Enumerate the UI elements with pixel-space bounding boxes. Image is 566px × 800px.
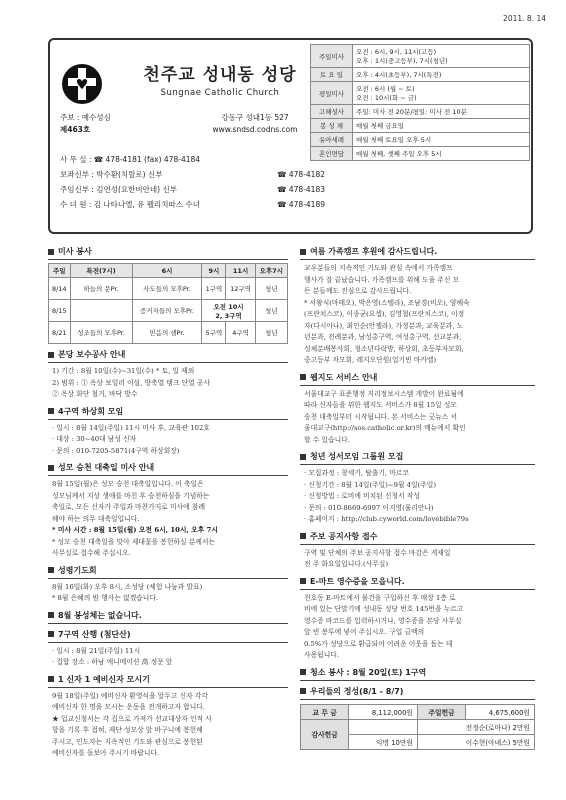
square-bullet-icon xyxy=(300,249,306,255)
section-title: 4구역 하상회 모임 xyxy=(48,405,288,420)
square-bullet-icon xyxy=(48,612,54,618)
section-line: ★ 입교신청서는 각 집으로 가져가 선교대상자 인적 사 xyxy=(52,714,212,723)
section-line: 울대교구(http://sos.catholic.or.kr)의 메뉴에서 확인 xyxy=(304,424,466,432)
section-line: 앞 빈 봉투에 넣어 주십시오. 구입 금액의 xyxy=(304,628,425,636)
section-line: 전 주 화요일입니다.(사무실) xyxy=(304,560,389,568)
staff-row: 주임신부 : 김연성(요한비안네) 신부 ☎ 478-4183 xyxy=(60,185,325,194)
section-line: 따라 신자들을 위한 웹지도 서비스가 8월 15일 성모 xyxy=(304,401,457,409)
section-title: 주보 공지사항 접수 xyxy=(300,530,535,545)
section-line: 0.5%가 성당으로 환급되어 어려운 이웃을 돕는 데 xyxy=(304,639,453,648)
notice-section xyxy=(300,371,535,447)
section-title: 여름 가족캠프 후원에 감사드립니다. xyxy=(300,245,535,260)
section-line: 예비신자를 돌보아 주시기 바랍니다. xyxy=(52,749,160,757)
section-line: * 미사 시간 : 8월 15일(월) 오전 6시, 10시, 오후 7시 xyxy=(52,526,218,534)
section-line: · 대상 : 30~40대 남성 신자 xyxy=(52,435,137,443)
section-line: · 모집과정 : 창세기, 탈출기, 마르코 xyxy=(304,469,409,477)
section-line: 해야 하는 의무 대축일입니다. xyxy=(52,514,140,523)
right-column xyxy=(300,245,535,750)
section-line: * 8월 은혜의 밤 행사는 없겠습니다. xyxy=(52,594,159,602)
notice-section xyxy=(48,673,288,760)
section-line: 비에 있는 단말기에 성내동 성당 번호 145번을 누르고 xyxy=(304,605,464,613)
section-line: · 홈페이지 : http://club.cyworld.com/lovebible79s xyxy=(304,515,469,523)
section-line: 성체분배봉사회, 청소년다락방, 하상회, 초등부자모회, xyxy=(304,344,464,353)
notice-section xyxy=(300,575,535,662)
notice-section xyxy=(300,685,535,700)
section-line: · 일시 : 8월 21일(주일) 11시 xyxy=(52,646,141,655)
church-logo-icon xyxy=(60,62,104,106)
section-line: 1) 기간 : 8월 10일(수)~31일(수) * 토, 일 제외 xyxy=(52,367,195,375)
staff-row: 보좌신부 : 박수환(치릴로) 신부 ☎ 478-4182 xyxy=(60,170,325,179)
notice-section xyxy=(300,450,535,526)
mass-service-table: 주일 특전(7시) 6시 9시 11시 오후7시 8/14 하늘의 문Pr. 사도들의 모후Pr. 1구역 12구역 청년 8/15 증거자들의 모후Pr. 오전 10시 2, 3구역 청년 8/21 성조들의 모후Pr. 믿음의 샘Pr. 5구역 4구역 청년 xyxy=(48,263,288,344)
section-line: (프란치스코), 이종균(요셉), 김영철(프란치스코), 이정 xyxy=(304,310,465,318)
notice-section xyxy=(48,405,288,458)
notice-section xyxy=(48,628,288,669)
section-line: 9월 18일(주일) 예비신자 환영식을 앞두고 신자 각각 xyxy=(52,691,208,700)
section-line: * 서왕식(마태오), 박은영(스텔라), 조남경(비오), 양해숙 xyxy=(304,298,470,307)
section-line: 서울대교구 표준행정 지리정보시스템 개발이 완료됨에 xyxy=(304,389,464,398)
address-block xyxy=(200,112,310,136)
patron: 주보 : 예수성심 xyxy=(60,113,111,122)
section-line: 8월 16일(화) 오후 8시, 소성당 (체험 나눔과 발표) xyxy=(52,582,203,591)
square-bullet-icon xyxy=(48,465,54,471)
staff-row: 사 무 실 : ☎ 478-4181 (fax) 478-4184 xyxy=(60,155,201,164)
section-line: 2) 범위 : ① 옥상 보일러 이설, 방축열 탱크 단열 공사 xyxy=(52,378,211,387)
table-row: 8/14 하늘의 문Pr. 사도들의 모후Pr. 1구역 12구역 청년 xyxy=(49,278,288,300)
section-line: 영수증 바코드를 입력하시거나, 영수증을 본당 사무실 xyxy=(304,616,462,625)
left-column xyxy=(48,245,288,764)
square-bullet-icon xyxy=(300,688,306,694)
section-line: ② 옥상 화단 철거, 바닥 방수 xyxy=(52,390,138,398)
table-row: 8/21 성조들의 모후Pr. 믿음의 샘Pr. 5구역 4구역 청년 xyxy=(49,322,288,344)
square-bullet-icon xyxy=(300,578,306,584)
section-line: 주시고, 인도자는 지속적인 기도와 관심으로 봉헌된 xyxy=(52,737,203,746)
square-bullet-icon xyxy=(48,408,54,414)
table-row: 8/15 증거자들의 모후Pr. 오전 10시 2, 3구역 청년 xyxy=(49,300,288,322)
section-line: 중고등부 자모회, 레지오단원(업기빈 마카엘) xyxy=(304,356,437,364)
section-title: 7구역 산행 (첨단산) xyxy=(48,628,288,643)
section-line: 성모님께서 지상 생애를 마친 후 승천하심을 기념하는 xyxy=(52,491,210,500)
section-title: 웹지도 서비스 안내 xyxy=(300,371,535,386)
church-title: 천주교 성내동 성당 xyxy=(143,65,297,85)
section-line: 승천 대축일부터 시작됩니다. 본 서비스는 굿뉴스 서 xyxy=(304,412,458,421)
notice-section xyxy=(300,530,535,571)
section-title: 성령기도회 xyxy=(48,564,288,579)
section-line: 8월 15일(월)은 성모 승천 대축일입니다. 이 축일은 xyxy=(52,480,204,488)
section-line: 축일로, 모든 신자가 주일과 마찬가지로 미사에 참례 xyxy=(52,503,206,511)
section-line: 년분과, 전례분과, 남성총구역, 여성총구역, 선교분과, xyxy=(304,333,462,341)
square-bullet-icon xyxy=(300,533,306,539)
notice-section xyxy=(300,666,535,681)
square-bullet-icon xyxy=(48,631,54,637)
notice-section xyxy=(48,564,288,605)
section-line: 할 수 있습니다. xyxy=(304,435,350,444)
notice-section xyxy=(300,245,535,367)
section-line: * 성모 승천 대축일을 맞아 제대꽃을 봉헌하실 분께서는 xyxy=(52,537,215,546)
section-line: 든 분들께도 진심으로 감사드립니다. xyxy=(304,287,412,295)
table-row: 감사헌금 전정순(로마나) 2만원 xyxy=(301,719,535,734)
mass-schedule-table: 주일미사 오전 : 6시, 9시, 11시(고등) 오후 : 1시(중고등부), 7시(청년) 토 요 일 오후 : 4시(초등부), 7시(특전) 평일미사 오전 : 6시 (월 ~ 토) 오전 : 10시(화 ~ 금) 고해성사 주일: 미사 전 20분/평일: 미사 전 10분 봉 성 체 매월 첫째 금요일 유아세례 매월 첫째 토요일 오후 5시 혼인면담 매월 첫째, 셋째 주일 오후 5시 xyxy=(310,44,530,161)
section-line: 사무실로 접수해 주십시오. xyxy=(52,549,131,557)
section-title: 우리들의 정성(8/1 - 8/7) xyxy=(300,685,535,700)
section-line: 천호동 E-마트에서 물건을 구입하신 후 매장 1층 로 xyxy=(304,593,456,602)
square-bullet-icon xyxy=(48,676,54,682)
table-row: 교 무 금 8,112,000원 주일헌금 4,675,600원 xyxy=(301,704,535,719)
left-sections xyxy=(48,348,288,760)
staff-list xyxy=(60,152,325,212)
header-box xyxy=(48,38,533,234)
section-line: · 문의 : 010-8669-6997 이지영(율리안나) xyxy=(304,503,434,512)
section-title: 8월 봉성체는 없습니다. xyxy=(48,609,288,624)
section-title: 청소 봉사 : 8월 20일(토) 1구역 xyxy=(300,666,535,681)
bulletin-date: 2011. 8. 14 xyxy=(503,14,546,23)
square-bullet-icon xyxy=(48,352,54,358)
section-line: 구역 및 단체의 주보 공지사항 접수 마감은 게재일 xyxy=(304,548,451,557)
website: www.sndsd.codns.com xyxy=(212,125,298,134)
notice-section xyxy=(48,348,288,401)
section-line: · 신청방법 : 로비에 비치된 신청서 작성 xyxy=(304,492,420,500)
staff-row: 수 녀 원 : 김 나타나엘, 유 펠리치따스 수녀 ☎ 478-4189 xyxy=(60,200,325,209)
section-line: 교우분들의 지속적인 기도와 관심 속에서 가족캠프 xyxy=(304,264,453,272)
notice-section xyxy=(48,609,288,624)
right-sections xyxy=(300,245,535,700)
section-line: 자(다시아나), 최인순(안젤라), 가정분과, 교육분과, 노 xyxy=(304,321,464,330)
patron-issue xyxy=(60,112,111,136)
section-line: · 문의 : 010-7205-5871(4구역 하상회장) xyxy=(52,446,180,455)
square-bullet-icon xyxy=(300,669,306,675)
notice-section xyxy=(48,461,288,560)
section-title: 성모 승천 대축일 미사 안내 xyxy=(48,461,288,476)
section-line: · 일시 : 8월 14일(주일) 11시 미사 후, 교육관 102호 xyxy=(52,423,210,432)
table-row: 익명 10만원 이수현(아녜스) 5만원 xyxy=(301,734,535,749)
section-line: 예비신자 한 명을 모시는 운동을 전개하고자 합니다. xyxy=(52,703,206,711)
section-title: 청년 성서모임 그룹원 모집 xyxy=(300,450,535,465)
section-title: 본당 보수공사 안내 xyxy=(48,348,288,363)
section-line: 사용됩니다. xyxy=(304,651,339,659)
church-subtitle: Sungnae Catholic Church xyxy=(160,88,280,98)
issue-number: 제463호 xyxy=(60,125,91,134)
square-bullet-icon xyxy=(300,454,306,460)
section-title: 1 신자 1 예비신자 모시기 xyxy=(48,673,288,688)
section-line: 항을 기록 후 접혀, 제단 성모상 앞 바구니에 봉헌해 xyxy=(52,726,203,734)
donation-table xyxy=(300,704,535,750)
section-line: · 신청기간 : 8월 14일(주일)~9월 4일(주일) xyxy=(304,480,436,489)
section-line: · 집합 장소 : 하남 애니메이션 高 정문 앞 xyxy=(52,658,173,666)
section-title: E-마트 영수증을 모읍니다. xyxy=(300,575,535,590)
address: 강동구 성내1동 527 xyxy=(221,113,289,122)
mass-service-section: 미사 봉사 주일 특전(7시) 6시 9시 11시 오후7시 8/14 하늘의 문Pr. 사도들의 모후Pr. 1구역 12구역 청년 8/15 증거자들의 모후Pr. 오전 10시 2, 3구역 청년 8/21 성조들의 모후Pr. 믿음의 샘Pr. 5구역 4구역 청년 xyxy=(48,245,288,344)
section-line: 행사가 잘 끝났습니다. 가족캠프를 위해 도움 주신 모 xyxy=(304,275,460,284)
square-bullet-icon xyxy=(300,374,306,380)
square-bullet-icon xyxy=(48,567,54,573)
